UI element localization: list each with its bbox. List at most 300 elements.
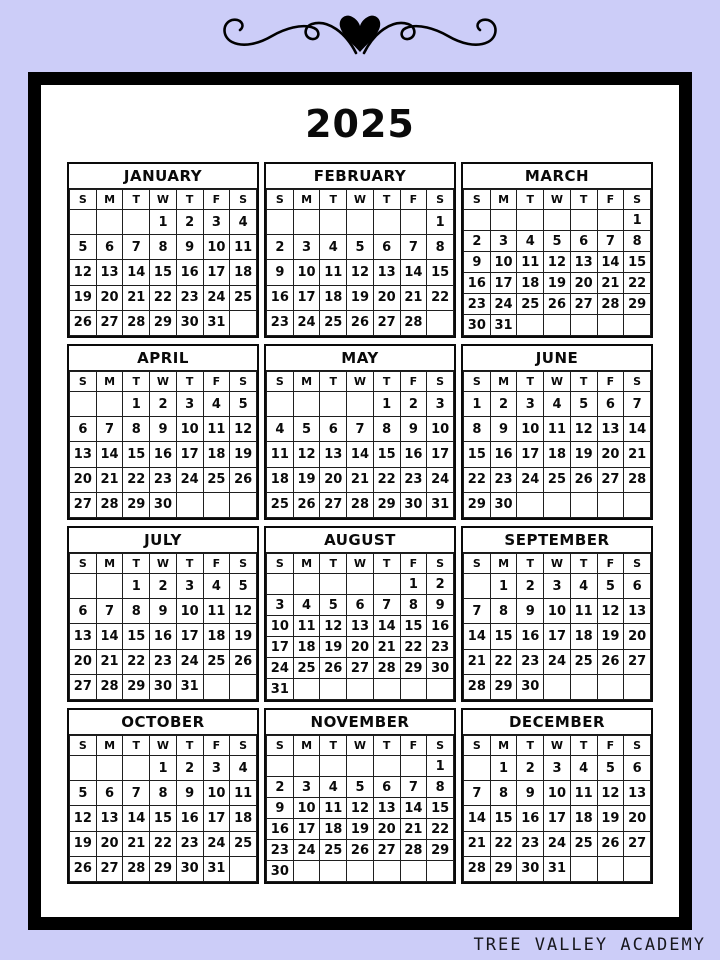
day-cell: 29 bbox=[490, 674, 517, 699]
empty-day-cell bbox=[570, 492, 597, 517]
day-cell: 16 bbox=[176, 806, 203, 831]
day-cell: 9 bbox=[464, 252, 491, 273]
week-row bbox=[70, 831, 257, 856]
day-cell: 1 bbox=[123, 392, 150, 417]
week-row bbox=[70, 624, 257, 649]
day-cell: 6 bbox=[624, 574, 651, 599]
day-cell: 15 bbox=[490, 806, 517, 831]
day-cell: 27 bbox=[96, 310, 123, 335]
weekday-header: S bbox=[427, 736, 454, 756]
day-cell: 26 bbox=[293, 492, 320, 517]
day-cell: 4 bbox=[267, 417, 294, 442]
weekday-header: W bbox=[347, 736, 374, 756]
week-row bbox=[464, 392, 651, 417]
month-title: OCTOBER bbox=[69, 710, 257, 735]
weekday-header: W bbox=[544, 554, 571, 574]
weekday-header: T bbox=[123, 554, 150, 574]
week-row bbox=[464, 294, 651, 315]
empty-day-cell bbox=[293, 861, 320, 882]
day-cell: 10 bbox=[176, 417, 203, 442]
day-cell: 2 bbox=[150, 574, 177, 599]
weekday-header: T bbox=[570, 190, 597, 210]
day-cell: 17 bbox=[203, 260, 230, 285]
week-row bbox=[267, 392, 454, 417]
day-cell: 21 bbox=[96, 467, 123, 492]
day-cell: 7 bbox=[123, 235, 150, 260]
day-cell: 17 bbox=[427, 442, 454, 467]
weekday-header: T bbox=[176, 554, 203, 574]
week-row bbox=[464, 574, 651, 599]
day-cell: 25 bbox=[320, 840, 347, 861]
weekday-header: M bbox=[96, 554, 123, 574]
day-cell: 3 bbox=[544, 574, 571, 599]
day-cell: 10 bbox=[203, 781, 230, 806]
day-cell: 13 bbox=[624, 599, 651, 624]
day-cell: 5 bbox=[70, 235, 97, 260]
day-cell: 18 bbox=[230, 260, 257, 285]
day-cell: 6 bbox=[96, 235, 123, 260]
day-cell: 11 bbox=[517, 252, 544, 273]
day-cell: 29 bbox=[624, 294, 651, 315]
empty-day-cell bbox=[96, 574, 123, 599]
day-cell: 22 bbox=[427, 819, 454, 840]
day-cell: 8 bbox=[373, 417, 400, 442]
day-cell: 28 bbox=[96, 674, 123, 699]
empty-day-cell bbox=[70, 210, 97, 235]
day-cell: 31 bbox=[203, 310, 230, 335]
day-cell: 29 bbox=[490, 856, 517, 881]
empty-day-cell bbox=[123, 756, 150, 781]
day-cell: 17 bbox=[293, 819, 320, 840]
day-cell: 15 bbox=[123, 624, 150, 649]
day-cell: 24 bbox=[293, 310, 320, 335]
day-cell: 23 bbox=[464, 294, 491, 315]
day-cell: 3 bbox=[293, 777, 320, 798]
day-cell: 1 bbox=[490, 756, 517, 781]
day-cell: 29 bbox=[464, 492, 491, 517]
day-cell: 17 bbox=[517, 442, 544, 467]
day-cell: 12 bbox=[347, 260, 374, 285]
weekday-header-row bbox=[267, 190, 454, 210]
week-row bbox=[267, 210, 454, 235]
week-row bbox=[464, 231, 651, 252]
empty-day-cell bbox=[293, 756, 320, 777]
day-cell: 15 bbox=[150, 260, 177, 285]
weekday-header-row bbox=[464, 190, 651, 210]
day-cell: 29 bbox=[400, 658, 427, 679]
empty-day-cell bbox=[230, 310, 257, 335]
month-table bbox=[463, 735, 651, 882]
day-cell: 5 bbox=[347, 777, 374, 798]
month-title: MARCH bbox=[463, 164, 651, 189]
day-cell: 16 bbox=[464, 273, 491, 294]
day-cell: 20 bbox=[373, 285, 400, 310]
week-row bbox=[267, 285, 454, 310]
weekday-header: M bbox=[96, 372, 123, 392]
day-cell: 1 bbox=[150, 756, 177, 781]
day-cell: 21 bbox=[96, 649, 123, 674]
week-row bbox=[267, 492, 454, 517]
day-cell: 3 bbox=[490, 231, 517, 252]
week-row bbox=[464, 492, 651, 517]
day-cell: 9 bbox=[517, 599, 544, 624]
day-cell: 17 bbox=[176, 442, 203, 467]
day-cell: 14 bbox=[464, 624, 491, 649]
weekday-header: S bbox=[464, 372, 491, 392]
day-cell: 22 bbox=[373, 467, 400, 492]
weekday-header: S bbox=[267, 736, 294, 756]
empty-day-cell bbox=[70, 574, 97, 599]
day-cell: 21 bbox=[400, 285, 427, 310]
empty-day-cell bbox=[597, 856, 624, 881]
week-row bbox=[464, 781, 651, 806]
weekday-header: F bbox=[203, 554, 230, 574]
day-cell: 10 bbox=[176, 599, 203, 624]
empty-day-cell bbox=[347, 210, 374, 235]
week-row bbox=[267, 658, 454, 679]
day-cell: 29 bbox=[123, 674, 150, 699]
day-cell: 10 bbox=[517, 417, 544, 442]
calendar-frame bbox=[28, 72, 692, 930]
day-cell: 27 bbox=[70, 492, 97, 517]
empty-day-cell bbox=[427, 679, 454, 700]
day-cell: 1 bbox=[373, 392, 400, 417]
day-cell: 29 bbox=[427, 840, 454, 861]
day-cell: 4 bbox=[293, 595, 320, 616]
day-cell: 11 bbox=[320, 798, 347, 819]
day-cell: 20 bbox=[70, 467, 97, 492]
day-cell: 1 bbox=[400, 574, 427, 595]
weekday-header: W bbox=[150, 736, 177, 756]
day-cell: 27 bbox=[320, 492, 347, 517]
day-cell: 10 bbox=[293, 798, 320, 819]
weekday-header: S bbox=[70, 190, 97, 210]
week-row bbox=[464, 273, 651, 294]
day-cell: 21 bbox=[464, 831, 491, 856]
top-divider bbox=[0, 8, 720, 60]
weekday-header: F bbox=[400, 190, 427, 210]
day-cell: 7 bbox=[400, 777, 427, 798]
day-cell: 19 bbox=[320, 637, 347, 658]
day-cell: 10 bbox=[267, 616, 294, 637]
month-title: MAY bbox=[266, 346, 454, 371]
weekday-header: M bbox=[293, 372, 320, 392]
weekday-header: W bbox=[544, 372, 571, 392]
month-title: DECEMBER bbox=[463, 710, 651, 735]
day-cell: 30 bbox=[490, 492, 517, 517]
day-cell: 9 bbox=[267, 798, 294, 819]
day-cell: 21 bbox=[347, 467, 374, 492]
day-cell: 30 bbox=[150, 492, 177, 517]
week-row bbox=[464, 856, 651, 881]
weekday-header: M bbox=[96, 736, 123, 756]
day-cell: 2 bbox=[267, 777, 294, 798]
day-cell: 30 bbox=[176, 856, 203, 881]
day-cell: 18 bbox=[544, 442, 571, 467]
empty-day-cell bbox=[570, 315, 597, 336]
day-cell: 16 bbox=[427, 616, 454, 637]
weekday-header: F bbox=[400, 736, 427, 756]
day-cell: 16 bbox=[517, 806, 544, 831]
day-cell: 24 bbox=[176, 649, 203, 674]
day-cell: 12 bbox=[70, 806, 97, 831]
footer-brand: TREE VALLEY ACADEMY bbox=[473, 935, 706, 955]
empty-day-cell bbox=[464, 756, 491, 781]
month-table bbox=[69, 371, 257, 518]
weekday-header: M bbox=[293, 736, 320, 756]
day-cell: 11 bbox=[570, 781, 597, 806]
day-cell: 20 bbox=[624, 806, 651, 831]
day-cell: 21 bbox=[123, 831, 150, 856]
day-cell: 19 bbox=[544, 273, 571, 294]
weekday-header: F bbox=[597, 736, 624, 756]
week-row bbox=[464, 806, 651, 831]
weekday-header: S bbox=[70, 372, 97, 392]
weekday-header-row bbox=[70, 736, 257, 756]
day-cell: 27 bbox=[347, 658, 374, 679]
day-cell: 5 bbox=[293, 417, 320, 442]
empty-day-cell bbox=[293, 574, 320, 595]
day-cell: 24 bbox=[544, 649, 571, 674]
day-cell: 19 bbox=[230, 442, 257, 467]
month-july bbox=[67, 526, 259, 702]
week-row bbox=[464, 252, 651, 273]
day-cell: 17 bbox=[293, 285, 320, 310]
month-december bbox=[461, 708, 653, 884]
empty-day-cell bbox=[373, 679, 400, 700]
day-cell: 4 bbox=[517, 231, 544, 252]
day-cell: 26 bbox=[597, 649, 624, 674]
day-cell: 8 bbox=[490, 599, 517, 624]
weekday-header-row bbox=[464, 736, 651, 756]
day-cell: 22 bbox=[490, 649, 517, 674]
empty-day-cell bbox=[320, 392, 347, 417]
empty-day-cell bbox=[320, 756, 347, 777]
week-row bbox=[267, 260, 454, 285]
weekday-header: T bbox=[123, 736, 150, 756]
weekday-header: W bbox=[544, 190, 571, 210]
weekday-header: F bbox=[203, 372, 230, 392]
day-cell: 1 bbox=[427, 210, 454, 235]
day-cell: 6 bbox=[70, 417, 97, 442]
day-cell: 12 bbox=[230, 417, 257, 442]
week-row bbox=[70, 210, 257, 235]
empty-day-cell bbox=[624, 674, 651, 699]
year-title: 2025 bbox=[305, 101, 415, 146]
day-cell: 27 bbox=[597, 467, 624, 492]
empty-day-cell bbox=[230, 674, 257, 699]
weekday-header: W bbox=[150, 372, 177, 392]
weekday-header-row bbox=[267, 554, 454, 574]
week-row bbox=[70, 781, 257, 806]
empty-day-cell bbox=[96, 392, 123, 417]
weekday-header: W bbox=[150, 554, 177, 574]
weekday-header: S bbox=[230, 190, 257, 210]
day-cell: 19 bbox=[347, 285, 374, 310]
week-row bbox=[464, 467, 651, 492]
weekday-header: T bbox=[123, 190, 150, 210]
day-cell: 31 bbox=[427, 492, 454, 517]
empty-day-cell bbox=[517, 315, 544, 336]
day-cell: 23 bbox=[427, 637, 454, 658]
weekday-header: W bbox=[544, 736, 571, 756]
day-cell: 11 bbox=[570, 599, 597, 624]
weekday-header: T bbox=[517, 372, 544, 392]
weekday-header-row bbox=[267, 372, 454, 392]
weekday-header: F bbox=[400, 372, 427, 392]
day-cell: 22 bbox=[150, 285, 177, 310]
day-cell: 8 bbox=[427, 777, 454, 798]
empty-day-cell bbox=[373, 210, 400, 235]
weekday-header-row bbox=[70, 372, 257, 392]
day-cell: 13 bbox=[570, 252, 597, 273]
empty-day-cell bbox=[597, 492, 624, 517]
weekday-header: W bbox=[347, 372, 374, 392]
day-cell: 14 bbox=[123, 806, 150, 831]
day-cell: 20 bbox=[70, 649, 97, 674]
month-may bbox=[264, 344, 456, 520]
day-cell: 18 bbox=[230, 806, 257, 831]
day-cell: 8 bbox=[624, 231, 651, 252]
day-cell: 20 bbox=[597, 442, 624, 467]
weekday-header: S bbox=[427, 554, 454, 574]
empty-day-cell bbox=[267, 210, 294, 235]
heart-flourish-icon bbox=[210, 11, 510, 57]
day-cell: 16 bbox=[267, 285, 294, 310]
day-cell: 9 bbox=[517, 781, 544, 806]
day-cell: 8 bbox=[427, 235, 454, 260]
day-cell: 6 bbox=[320, 417, 347, 442]
month-title: JUNE bbox=[463, 346, 651, 371]
day-cell: 15 bbox=[123, 442, 150, 467]
weekday-header: S bbox=[230, 554, 257, 574]
day-cell: 31 bbox=[544, 856, 571, 881]
weekday-header: F bbox=[400, 554, 427, 574]
day-cell: 1 bbox=[490, 574, 517, 599]
weekday-header: T bbox=[517, 190, 544, 210]
day-cell: 24 bbox=[203, 285, 230, 310]
weekday-header: W bbox=[347, 554, 374, 574]
month-title: JANUARY bbox=[69, 164, 257, 189]
empty-day-cell bbox=[400, 679, 427, 700]
day-cell: 9 bbox=[176, 235, 203, 260]
day-cell: 20 bbox=[96, 285, 123, 310]
day-cell: 5 bbox=[230, 392, 257, 417]
day-cell: 1 bbox=[464, 392, 491, 417]
empty-day-cell bbox=[570, 856, 597, 881]
day-cell: 27 bbox=[70, 674, 97, 699]
weekday-header: M bbox=[96, 190, 123, 210]
week-row bbox=[464, 756, 651, 781]
week-row bbox=[267, 595, 454, 616]
day-cell: 7 bbox=[373, 595, 400, 616]
day-cell: 28 bbox=[464, 674, 491, 699]
weekday-header: F bbox=[597, 554, 624, 574]
empty-day-cell bbox=[96, 756, 123, 781]
day-cell: 12 bbox=[347, 798, 374, 819]
weekday-header: S bbox=[624, 736, 651, 756]
day-cell: 22 bbox=[490, 831, 517, 856]
day-cell: 19 bbox=[347, 819, 374, 840]
empty-day-cell bbox=[544, 210, 571, 231]
day-cell: 7 bbox=[347, 417, 374, 442]
empty-day-cell bbox=[597, 210, 624, 231]
weekday-header: S bbox=[230, 372, 257, 392]
day-cell: 26 bbox=[230, 467, 257, 492]
empty-day-cell bbox=[176, 492, 203, 517]
day-cell: 27 bbox=[570, 294, 597, 315]
day-cell: 20 bbox=[96, 831, 123, 856]
day-cell: 19 bbox=[293, 467, 320, 492]
day-cell: 7 bbox=[464, 781, 491, 806]
weekday-header-row bbox=[267, 736, 454, 756]
month-title: JULY bbox=[69, 528, 257, 553]
day-cell: 18 bbox=[570, 624, 597, 649]
day-cell: 6 bbox=[96, 781, 123, 806]
day-cell: 26 bbox=[347, 840, 374, 861]
month-september bbox=[461, 526, 653, 702]
day-cell: 14 bbox=[624, 417, 651, 442]
day-cell: 6 bbox=[597, 392, 624, 417]
empty-day-cell bbox=[373, 756, 400, 777]
day-cell: 26 bbox=[597, 831, 624, 856]
month-table bbox=[463, 371, 651, 518]
empty-day-cell bbox=[70, 392, 97, 417]
day-cell: 31 bbox=[203, 856, 230, 881]
empty-day-cell bbox=[347, 861, 374, 882]
day-cell: 7 bbox=[597, 231, 624, 252]
day-cell: 16 bbox=[267, 819, 294, 840]
day-cell: 6 bbox=[624, 756, 651, 781]
empty-day-cell bbox=[597, 315, 624, 336]
day-cell: 7 bbox=[400, 235, 427, 260]
day-cell: 11 bbox=[293, 616, 320, 637]
day-cell: 9 bbox=[176, 781, 203, 806]
day-cell: 4 bbox=[203, 392, 230, 417]
day-cell: 15 bbox=[427, 798, 454, 819]
day-cell: 1 bbox=[123, 574, 150, 599]
month-november bbox=[264, 708, 456, 884]
day-cell: 30 bbox=[517, 856, 544, 881]
day-cell: 22 bbox=[123, 467, 150, 492]
empty-day-cell bbox=[400, 210, 427, 235]
day-cell: 17 bbox=[544, 806, 571, 831]
weekday-header: S bbox=[624, 372, 651, 392]
day-cell: 24 bbox=[267, 658, 294, 679]
day-cell: 6 bbox=[70, 599, 97, 624]
day-cell: 27 bbox=[624, 649, 651, 674]
day-cell: 11 bbox=[203, 417, 230, 442]
week-row bbox=[267, 756, 454, 777]
day-cell: 1 bbox=[427, 756, 454, 777]
day-cell: 11 bbox=[544, 417, 571, 442]
weekday-header: S bbox=[464, 736, 491, 756]
day-cell: 25 bbox=[203, 649, 230, 674]
week-row bbox=[267, 798, 454, 819]
month-table bbox=[266, 371, 454, 518]
week-row bbox=[70, 285, 257, 310]
day-cell: 15 bbox=[427, 260, 454, 285]
week-row bbox=[70, 574, 257, 599]
day-cell: 4 bbox=[320, 777, 347, 798]
day-cell: 14 bbox=[597, 252, 624, 273]
weekday-header: T bbox=[373, 554, 400, 574]
day-cell: 3 bbox=[544, 756, 571, 781]
weekday-header: M bbox=[293, 554, 320, 574]
day-cell: 13 bbox=[597, 417, 624, 442]
empty-day-cell bbox=[347, 679, 374, 700]
empty-day-cell bbox=[203, 492, 230, 517]
